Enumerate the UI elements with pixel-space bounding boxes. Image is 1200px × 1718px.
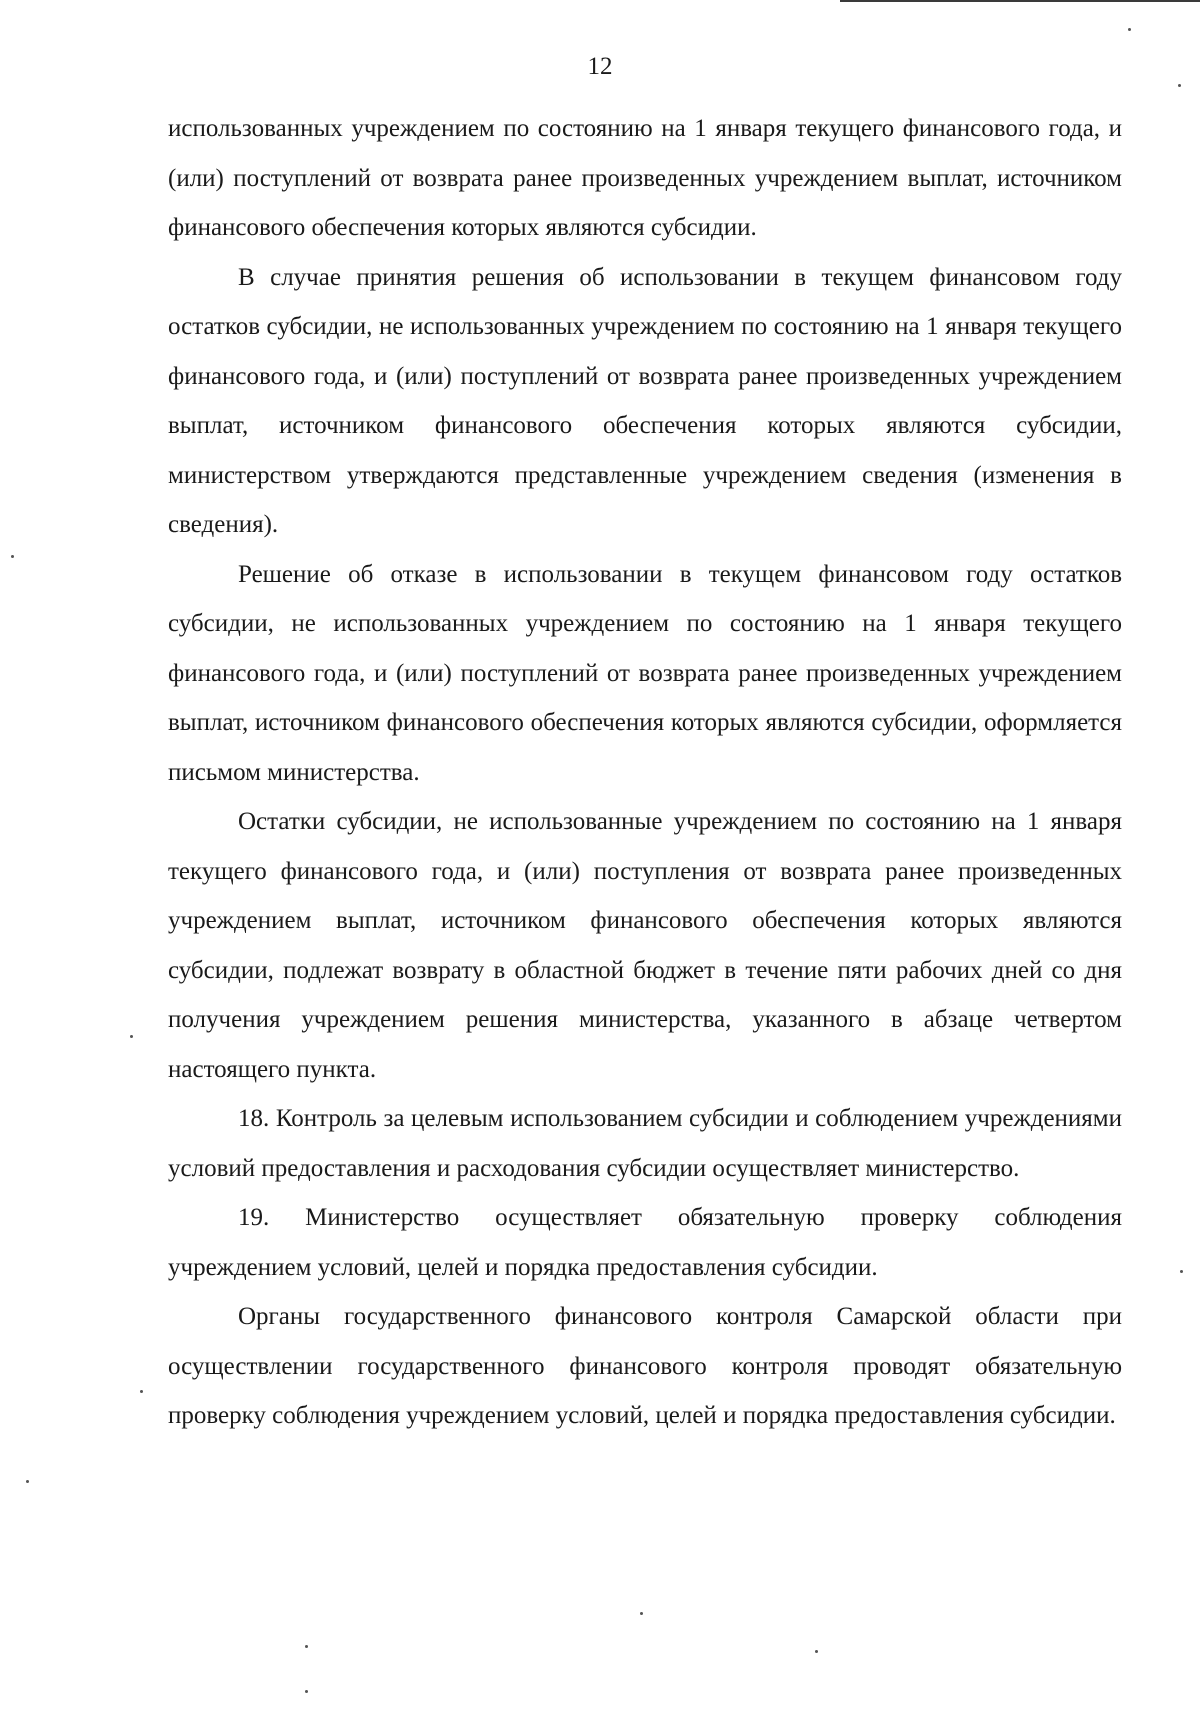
document-body xyxy=(168,104,1122,1441)
scan-speck xyxy=(640,1612,643,1615)
scan-speck xyxy=(11,555,14,558)
scan-speck xyxy=(130,1035,133,1038)
paragraph-2: В случае принятия решения об использовании в текущем финансовом году остатков субсидии, не использованных учреждением по состоянию на 1 января текущего финансового года, и (или) поступлений от возврата ранее произведенных учреждением выплат, источником финансового обеспечения которых являются субсидии, министерством утверждаются представленные учреждением сведения (изменения в сведения). xyxy=(168,263,1122,538)
scan-speck xyxy=(26,1480,29,1483)
paragraph-item-19: 19. Министерство осуществляет обязательную проверку соблюдения учреждением условий, целей и порядка предоставления субсидии. xyxy=(168,1204,1122,1281)
paragraph-3: Решение об отказе в использовании в текущем финансовом году остатков субсидии, не использованных учреждением по состоянию на 1 января текущего финансового года, и (или) поступлений от возврата ранее произведенных учреждением выплат, источником финансового обеспечения которых являются субсидии, оформляется письмом министерства. xyxy=(168,560,1122,786)
scan-speck xyxy=(1180,1270,1183,1273)
paragraph-7: Органы государственного финансового контроля Самарской области при осуществлении государственного финансового контроля проводят обязательную проверку соблюдения учреждением условий, целей и порядка предоставления субсидии. xyxy=(168,1303,1122,1429)
scan-speck xyxy=(140,1390,143,1393)
scan-edge-line xyxy=(840,0,1200,2)
page-number: 12 xyxy=(587,53,613,80)
paragraph-item-18: 18. Контроль за целевым использованием субсидии и соблюдением учреждениями условий предоставления и расходования субсидии осуществляет министерство. xyxy=(168,1105,1122,1182)
scan-speck xyxy=(815,1650,818,1653)
scan-speck xyxy=(1178,84,1181,87)
scan-speck xyxy=(305,1690,308,1693)
paragraph-4: Остатки субсидии, не использованные учреждением по состоянию на 1 января текущего финансового года, и (или) поступления от возврата ранее произведенных учреждением выплат, источником финансового обеспечения которых являются субсидии, подлежат возврату в областной бюджет в течение пяти рабочих дней со дня получения учреждением решения министерства, указанного в абзаце четвертом настоящего пункта. xyxy=(168,808,1122,1083)
scan-speck xyxy=(1128,28,1131,31)
paragraph-1: использованных учреждением по состоянию на 1 января текущего финансового года, и (или) поступлений от возврата ранее произведенных учреждением выплат, источником финансового обеспечения которых являются субсидии. xyxy=(168,115,1122,241)
scan-speck xyxy=(305,1645,308,1648)
